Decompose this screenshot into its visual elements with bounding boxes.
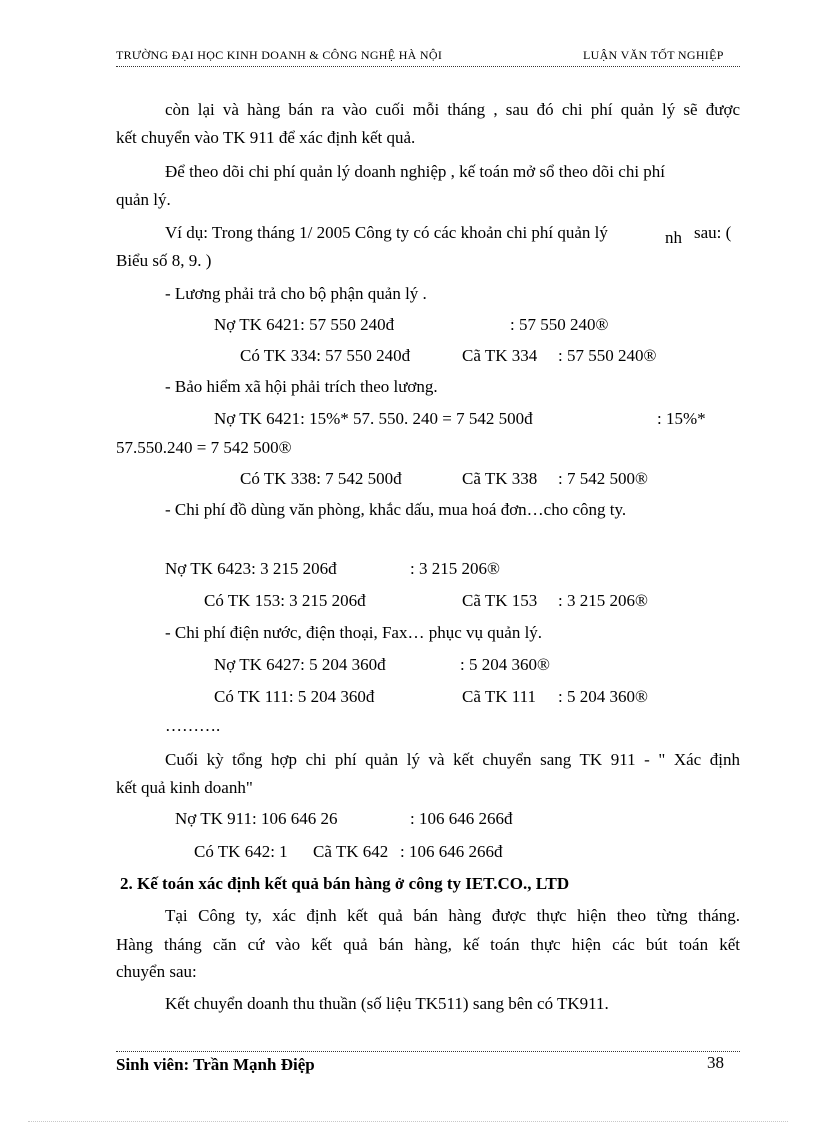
paragraph-line: Hàng tháng căn cứ vào kết quả bán hàng, kế toán thực hiện các bút toán kết (116, 935, 740, 954)
journal-amount: : 106 646 266đ (400, 842, 503, 861)
list-item: - Bảo hiểm xã hội phải trích theo lương. (165, 377, 438, 396)
journal-account: Cã TK 334 (462, 346, 538, 365)
journal-account: Cã TK 642 (313, 842, 389, 861)
journal-amount: : 5 204 360® (460, 655, 550, 674)
journal-amount: : 57 550 240® (510, 315, 609, 334)
journal-debit: Nợ TK 6427: 5 204 360đ (214, 655, 386, 674)
ellipsis: ………. (165, 716, 221, 735)
list-item: - Chi phí đồ dùng văn phòng, khắc dấu, mua hoá đơn…cho công ty. (165, 500, 627, 519)
paragraph-line: còn lại và hàng bán ra vào cuối mỗi tháng , sau đó chi phí quản lý sẽ được (165, 100, 740, 119)
journal-amount: : 3 215 206® (410, 559, 500, 578)
journal-debit: Nợ TK 911: 106 646 26 (175, 809, 338, 828)
journal-amount: : 3 215 206® (558, 591, 648, 610)
paragraph-line: Biểu số 8, 9. ) (116, 251, 212, 270)
header-rule (116, 66, 740, 67)
header-school: TRƯỜNG ĐẠI HỌC KINH DOANH & CÔNG NGHỆ HÀ NỘI (116, 48, 443, 62)
journal-credit: Có TK 334: 57 550 240đ (240, 346, 411, 365)
section-heading: 2. Kế toán xác định kết quả bán hàng ở công ty IET.CO., LTD (120, 874, 570, 893)
paragraph-line: Tại Công ty, xác định kết quả bán hàng được thực hiện theo từng tháng. (165, 906, 740, 925)
journal-account: Cã TK 111 (462, 687, 536, 706)
page-number: 38 (707, 1053, 724, 1072)
journal-credit: Có TK 338: 7 542 500đ (240, 469, 402, 488)
journal-credit: Có TK 111: 5 204 360đ (214, 687, 375, 706)
journal-amount-continued: 57.550.240 = 7 542 500® (116, 438, 292, 457)
journal-amount: : 7 542 500® (558, 469, 648, 488)
journal-amount: : 106 646 266đ (410, 809, 513, 828)
paragraph-line: chuyển sau: (116, 962, 197, 981)
journal-credit: Có TK 153: 3 215 206đ (204, 591, 366, 610)
paragraph-line: kết quả kinh doanh" (116, 778, 253, 797)
journal-debit: Nợ TK 6421: 57 550 240đ (214, 315, 395, 334)
paragraph-line: Ví dụ: Trong tháng 1/ 2005 Công ty có các khoản chi phí quản lý (165, 223, 608, 242)
paragraph-line: kết chuyển vào TK 911 để xác định kết quả. (116, 128, 416, 147)
header-thesis: LUẬN VĂN TỐT NGHIỆP (583, 48, 724, 62)
list-item: - Chi phí điện nước, điện thoại, Fax… phục vụ quản lý. (165, 623, 543, 642)
journal-amount: : 57 550 240® (558, 346, 657, 365)
paragraph-line: Để theo dõi chi phí quản lý doanh nghiệp , kế toán mở sổ theo dõi chi phí (165, 162, 666, 181)
journal-credit: Có TK 642: 1 (194, 842, 288, 861)
student-name: Sinh viên: Trần Mạnh Điệp (116, 1055, 315, 1074)
journal-account: Cã TK 153 (462, 591, 538, 610)
journal-amount: : 15%* (657, 409, 706, 428)
paragraph-fragment: sau: ( (694, 223, 732, 242)
paragraph-line: Kết chuyển doanh thu thuần (số liệu TK511) sang bên có TK911. (165, 994, 609, 1013)
paragraph-line: Cuối kỳ tổng hợp chi phí quản lý và kết chuyển sang TK 911 - " Xác định (165, 750, 740, 769)
footer-rule (116, 1051, 740, 1052)
journal-debit: Nợ TK 6423: 3 215 206đ (165, 559, 337, 578)
paragraph-line: quản lý. (116, 190, 171, 209)
paragraph-fragment: nh (665, 228, 682, 247)
list-item: - Lương phải trả cho bộ phận quản lý . (165, 284, 427, 303)
journal-debit: Nợ TK 6421: 15%* 57. 550. 240 = 7 542 500đ (214, 409, 533, 428)
page-bottom-border (28, 1121, 788, 1122)
journal-account: Cã TK 338 (462, 469, 538, 488)
journal-amount: : 5 204 360® (558, 687, 648, 706)
